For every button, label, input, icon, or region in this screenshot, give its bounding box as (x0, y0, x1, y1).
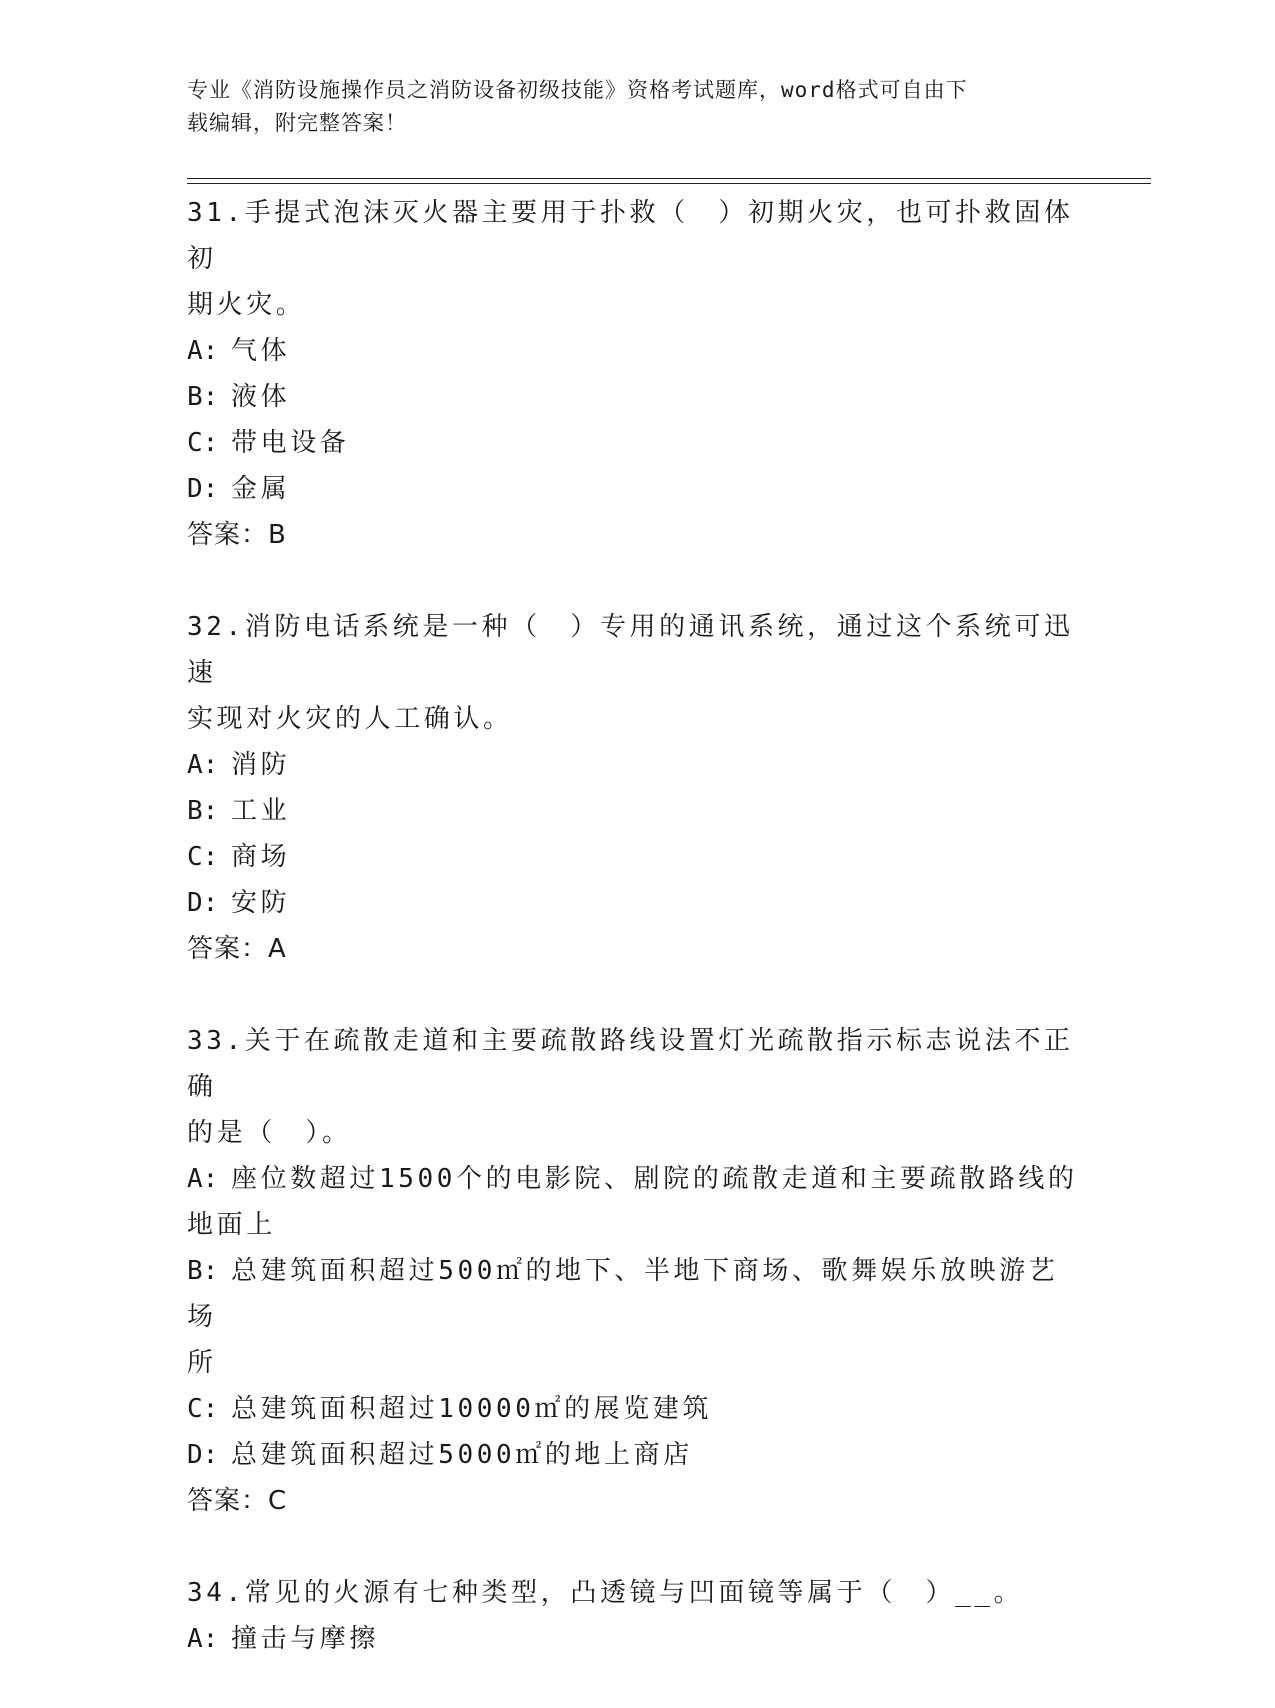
option-text: 气体 (231, 336, 291, 366)
option-text: 带电设备 (231, 428, 350, 458)
question-31 (187, 190, 1087, 558)
option-b (187, 374, 1087, 420)
header-line-1: 专业《消防设施操作员之消防设备初级技能》资格考试题库，word格式可自由下 (187, 78, 968, 102)
option-text: 商场 (231, 842, 291, 872)
option-label: C: (187, 842, 219, 872)
answer: 答案：C (187, 1486, 288, 1516)
option-text: 金属 (231, 474, 291, 504)
option-text-continuation: 所 (187, 1348, 217, 1378)
question-stem-line: 实现对火灾的人工确认。 (187, 704, 513, 734)
question-33 (187, 1018, 1087, 1524)
option-label: B: (187, 382, 219, 412)
question-stem-line: 32.消防电话系统是一种（ ）专用的通讯系统，通过这个系统可迅速 (187, 612, 1074, 688)
option-c (187, 1386, 1087, 1432)
option-label: C: (187, 1394, 219, 1424)
option-text: 总建筑面积超过10000㎡的展览建筑 (231, 1394, 713, 1424)
option-text: 液体 (231, 382, 291, 412)
option-a (187, 1616, 1087, 1662)
option-a (187, 742, 1087, 788)
question-stem-line: 33.关于在疏散走道和主要疏散路线设置灯光疏散指示标志说法不正确 (187, 1026, 1074, 1102)
option-label: A: (187, 336, 219, 366)
option-text: 总建筑面积超过500㎡的地下、半地下商场、歌舞娱乐放映游艺场 (187, 1256, 1059, 1332)
option-text: 安防 (231, 888, 291, 918)
option-d (187, 880, 1087, 926)
option-text: 总建筑面积超过5000㎡的地上商店 (231, 1440, 693, 1470)
option-label: D: (187, 474, 219, 504)
option-text: 撞击与摩擦 (231, 1624, 380, 1654)
question-32 (187, 604, 1087, 972)
header-divider-top (187, 178, 1151, 179)
header-divider-bottom (187, 183, 1151, 184)
option-label: A: (187, 750, 219, 780)
option-label: B: (187, 1256, 219, 1286)
question-stem-line: 的是（ ）。 (187, 1118, 352, 1148)
option-c (187, 420, 1087, 466)
option-b (187, 1248, 1087, 1386)
option-label: C: (187, 428, 219, 458)
option-d (187, 1432, 1087, 1478)
option-label: B: (187, 796, 219, 826)
question-stem-line: 31.手提式泡沫灭火器主要用于扑救（ ）初期火灾，也可扑救固体初 (187, 198, 1074, 274)
option-text: 工业 (231, 796, 291, 826)
option-label: A: (187, 1164, 219, 1194)
option-a (187, 1156, 1087, 1248)
option-label: D: (187, 888, 219, 918)
question-stem (187, 1570, 1087, 1616)
option-text: 消防 (231, 750, 291, 780)
answer: 答案：B (187, 520, 287, 550)
option-label: A: (187, 1624, 219, 1654)
option-a (187, 328, 1087, 374)
option-c (187, 834, 1087, 880)
option-b (187, 788, 1087, 834)
question-34 (187, 1570, 1087, 1662)
option-label: D: (187, 1440, 219, 1470)
option-text-continuation: 地面上 (187, 1210, 276, 1240)
answer: 答案：A (187, 934, 287, 964)
question-stem (187, 190, 1087, 328)
question-stem (187, 1018, 1087, 1156)
document-header (187, 74, 1067, 140)
question-stem (187, 604, 1087, 742)
question-list (187, 190, 1087, 1708)
option-d (187, 466, 1087, 512)
question-stem-line: 期火灾。 (187, 290, 306, 320)
question-stem-line: 34.常见的火源有七种类型，凸透镜与凹面镜等属于（ ）__。 (187, 1578, 1024, 1608)
option-text: 座位数超过1500个的电影院、剧院的疏散走道和主要疏散路线的 (231, 1164, 1078, 1194)
header-line-2: 载编辑，附完整答案！ (187, 111, 407, 135)
